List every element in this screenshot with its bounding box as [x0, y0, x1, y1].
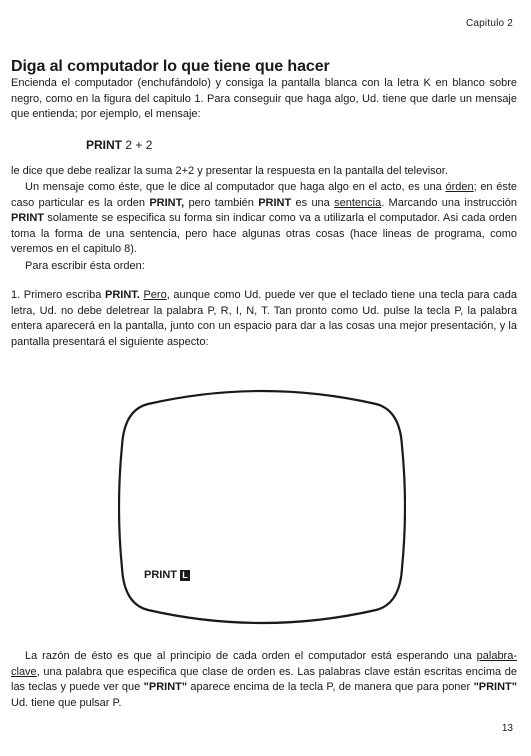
underlined-term-palabra-clave: palabra-clave — [11, 650, 517, 678]
chapter-label: Capitulo 2 — [465, 18, 513, 29]
print-command-example — [86, 138, 152, 152]
text-run: La razón de ésto es que al principio de cada orden el computador está esperando una — [25, 650, 477, 662]
intro-paragraph: Encienda el computador (enchufándolo) y consiga la pantalla blanca con la letra K en blanco sobre negro, como en la figura del capitulo 1. Para conseguir que haga algo, Ud. tiene que darle un mensaje que entienda; por ejemplo, el mensaje: — [11, 77, 517, 120]
keyword-print-quoted: "PRINT" — [473, 681, 517, 693]
keyword-print: PRINT, — [149, 196, 185, 209]
text-run: Un mensaje como éste, que le dice al computador que haga algo en el acto, es una — [25, 181, 446, 193]
text-run: , aunque como Ud. puede ver que el teclado tiene una tecla para cada letra, Ud. no debe deletrear la palabra P, R, I, N, T. Tan pronto como Ud. pulse la tecla P, la palabra entera aparecerá en la pantalla, junto con un espacio para dar a las cosas una mejor presentación, y la pantalla presentará el siguiente aspecto: — [11, 289, 518, 348]
text-run: 1. Primero escriba — [11, 289, 105, 301]
underlined-term-orden: órden — [445, 181, 474, 193]
keyword-print-quoted: "PRINT" — [143, 681, 188, 693]
keyword-explanation-paragraph — [11, 649, 517, 711]
cursor-l-icon: L — [180, 570, 190, 581]
page-number: 13 — [501, 723, 513, 734]
instruction-intro: Para escribir ésta orden: — [25, 260, 145, 272]
tv-screen-illustration — [118, 386, 406, 628]
text-run: Ud. tiene que pulsar P. — [11, 696, 122, 709]
text-run: solamente se especifica su forma sin indicar como va a utilizarla el computador. Asi cada orden toma la forma de una sentencia, pero hace algunas otras cosas (hace lineas de programa, como veremos en el capitulo 8). — [11, 212, 517, 255]
section-heading: Diga al computador lo que tiene que hacer — [11, 58, 330, 75]
text-run: . Marcando una instrucción — [381, 196, 518, 209]
tv-screen-outline — [118, 386, 406, 628]
order-definition-paragraph — [11, 180, 517, 258]
text-run: ; en éste caso particular es la orden — [11, 181, 517, 209]
command-keyword: PRINT — [86, 138, 122, 152]
text-run: pero también — [184, 196, 259, 209]
keyword-print: PRINT. — [104, 289, 140, 301]
text-run: es una — [291, 196, 335, 209]
text-run: aparece encima de la tecla P, de manera que para poner — [187, 681, 474, 693]
command-expression: 2 + 2 — [125, 138, 153, 152]
screen-output — [144, 569, 190, 581]
step-one-paragraph — [11, 288, 517, 350]
keyword-print: PRINT — [11, 212, 44, 224]
underlined-term-pero: Pero — [143, 289, 167, 301]
screen-print-text: PRINT — [144, 569, 177, 581]
underlined-term-sentencia: sentencia — [334, 196, 382, 209]
keyword-print: PRINT — [258, 196, 292, 209]
explanation-paragraph: le dice que debe realizar la suma 2+2 y presentar la respuesta en la pantalla del televisor. — [11, 165, 448, 177]
text-run: , una palabra que especifica que clase de orden es. Las palabras clave están escritas encima de las teclas y puede ver que — [11, 665, 517, 693]
